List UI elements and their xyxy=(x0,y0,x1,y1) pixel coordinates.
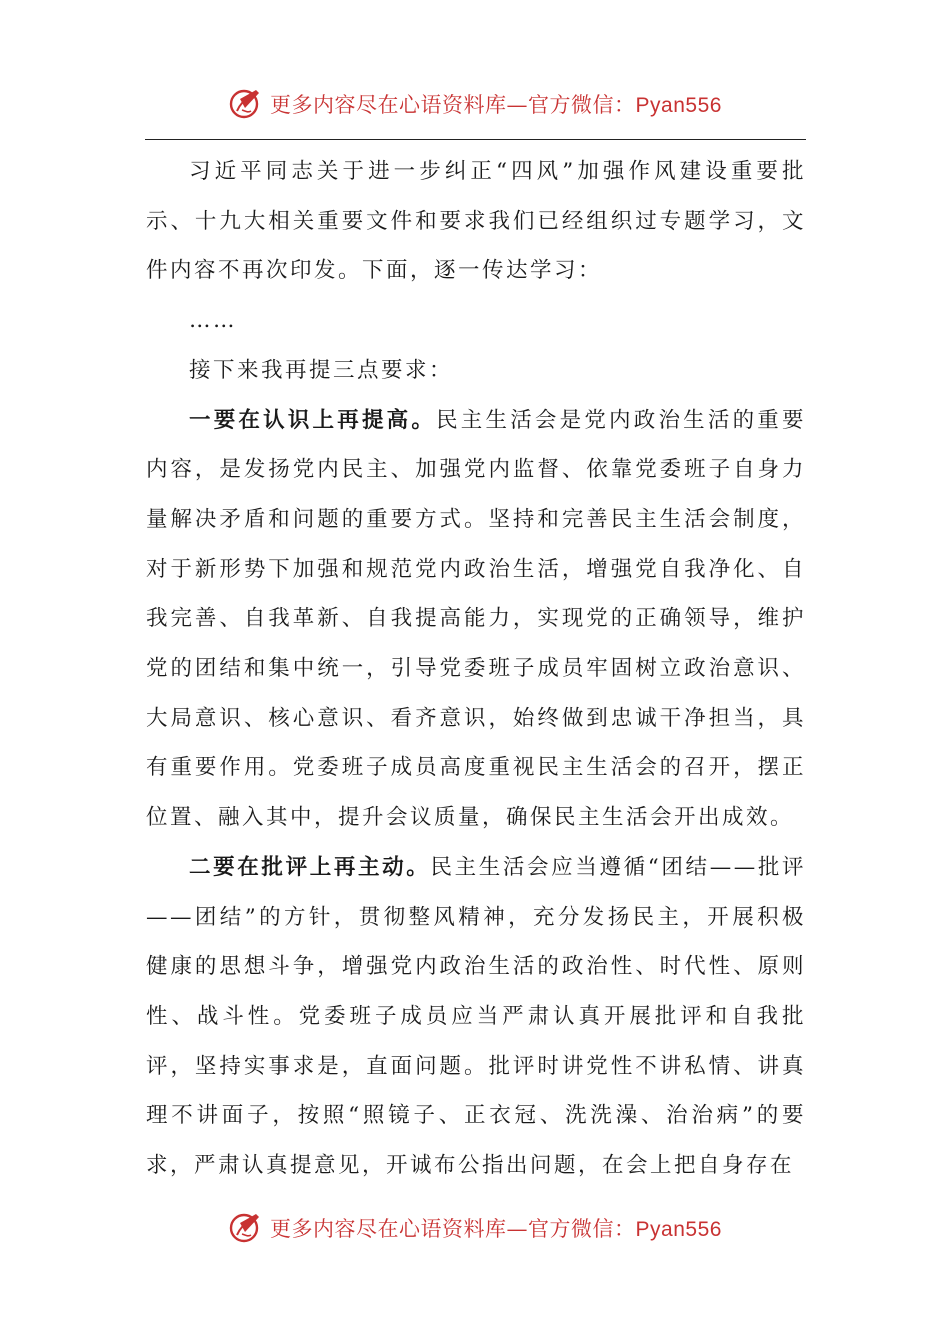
header-rule xyxy=(145,139,806,140)
document-body xyxy=(146,147,806,1191)
paragraph-requirement-2 xyxy=(146,843,806,1191)
paragraph-text: 习近平同志关于进一步纠正“四风”加强作风建设重要批示、十九大相关重要文件和要求我们已经组织过专题学习，文件内容不再次印发。下面，逐一传达学习： xyxy=(146,159,806,284)
paragraph-text: 民主生活会是党内政治生活的重要内容，是发扬党内民主、加强党内监督、依靠党委班子自身力量解决矛盾和问题的重要方式。坚持和完善民主生活会制度，对于新形势下加强和规范党内政治生活，增强党自我净化、自我完善、自我革新、自我提高能力，实现党的正确领导，维护党的团结和集中统一，引导党委班子成员牢固树立政治意识、大局意识、核心意识、看齐意识，始终做到忠诚干净担当，具有重要作用。党委班子成员高度重视民主生活会的召开，摆正位置、融入其中，提升会议质量，确保民主生活会开出成效。 xyxy=(146,407,806,831)
watermark-footer xyxy=(0,1208,950,1248)
wechat-id: Pyan556 xyxy=(635,94,722,117)
paragraph-ellipsis xyxy=(146,296,806,346)
paragraph-text: …… xyxy=(189,308,237,334)
watermark-text xyxy=(270,89,722,119)
pen-logo-icon xyxy=(228,86,264,122)
paragraph-requirement-1 xyxy=(146,396,806,843)
paragraph-lead: 二要在批评上再主动。 xyxy=(189,854,431,880)
paragraph-lead: 一要在认识上再提高。 xyxy=(189,407,437,433)
paragraph-intro xyxy=(146,147,806,296)
watermark-label: 更多内容尽在心语资料库—官方微信： xyxy=(270,93,636,117)
wechat-id: Pyan556 xyxy=(635,1218,722,1241)
paragraph-text: 接下来我再提三点要求： xyxy=(189,357,454,383)
paragraph-text: 民主生活会应当遵循“团结——批评——团结”的方针，贯彻整风精神，充分发扬民主，开展积极健康的思想斗争，增强党内政治生活的政治性、时代性、原则性、战斗性。党委班子成员应当严肃认真开展批评和自我批评，坚持实事求是，直面问题。批评时讲党性不讲私情、讲真理不讲面子，按照“照镜子、正衣冠、洗洗澡、治治病”的要求，严肃认真提意见，开诚布公指出问题，在会上把自身存在 xyxy=(146,854,806,1179)
watermark-label: 更多内容尽在心语资料库—官方微信： xyxy=(270,1217,636,1241)
watermark-header xyxy=(0,84,950,124)
paragraph-requirements-intro xyxy=(146,346,806,396)
pen-logo-icon xyxy=(228,1210,264,1246)
watermark-text xyxy=(270,1213,722,1243)
